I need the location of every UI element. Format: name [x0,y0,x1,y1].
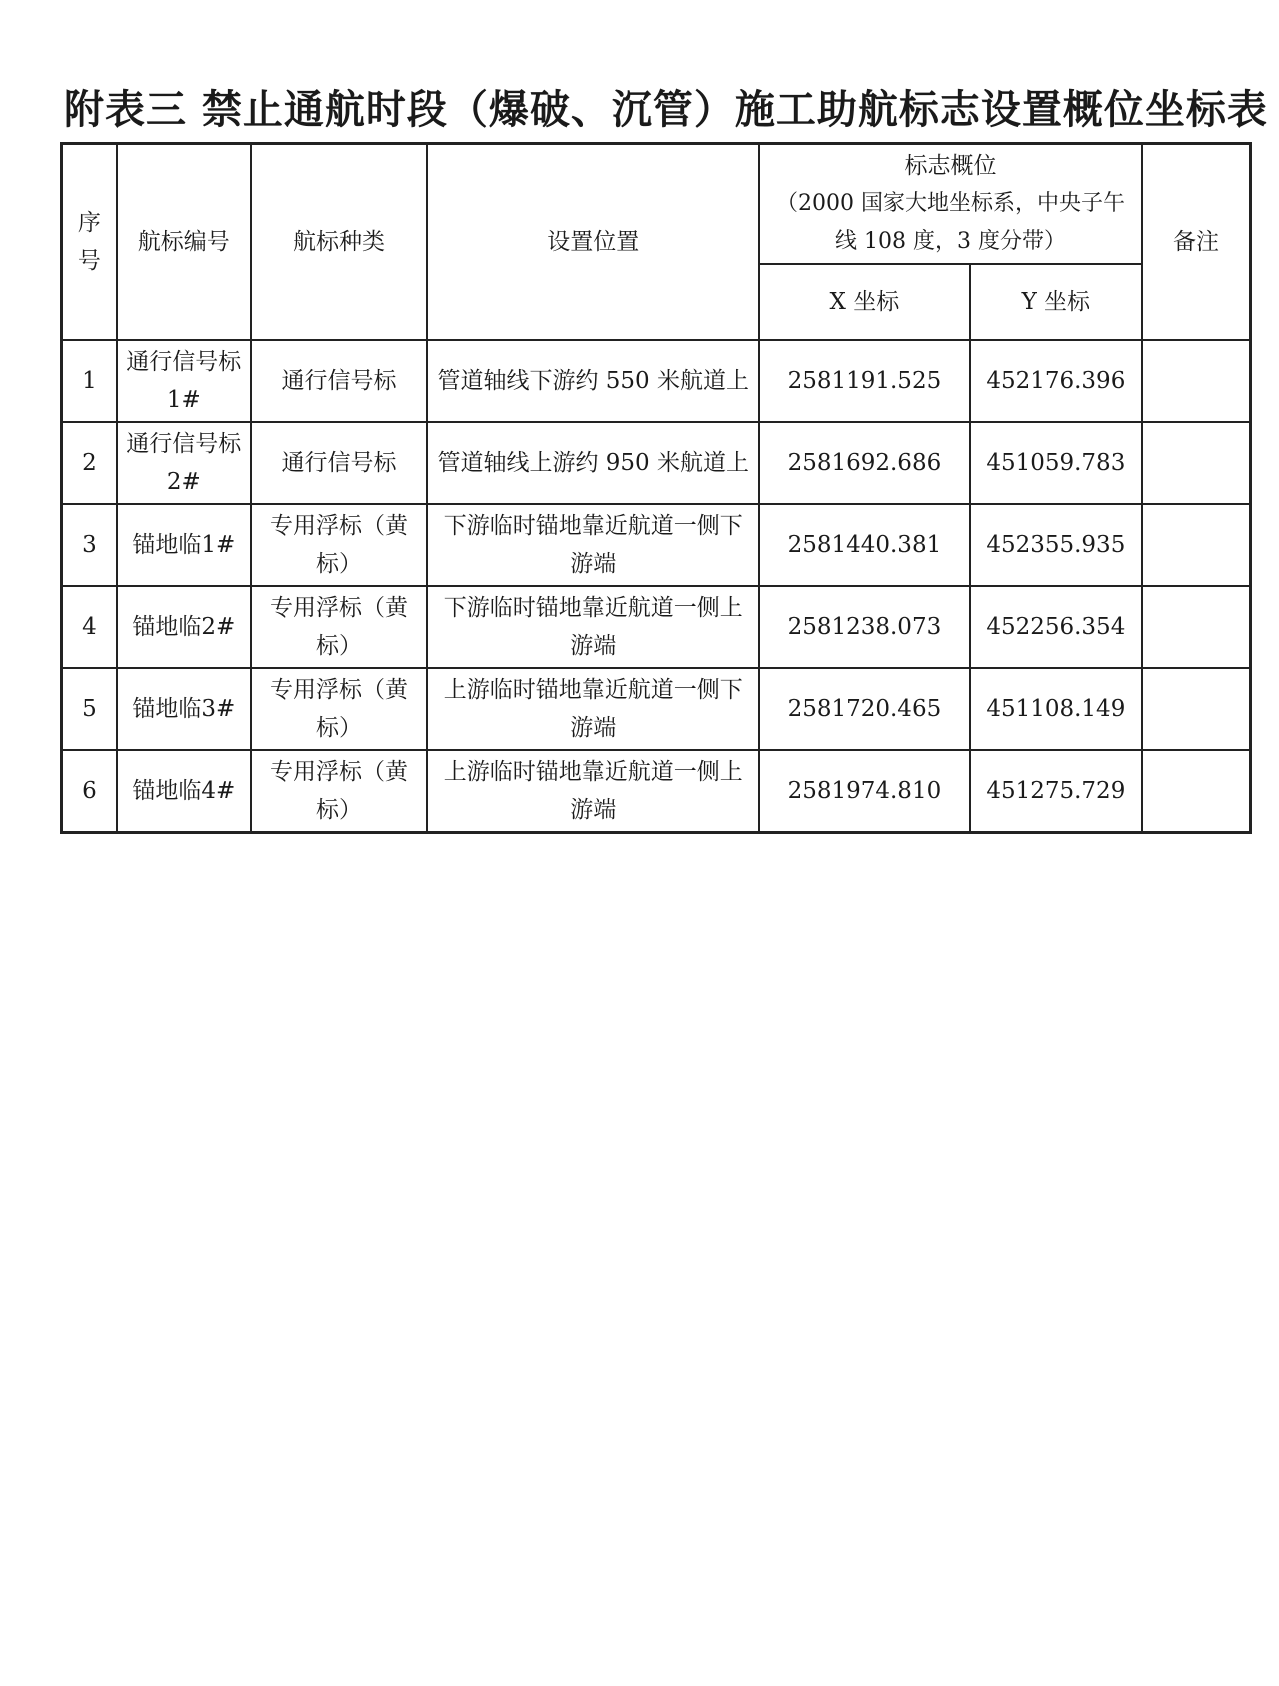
cell-type: 专用浮标（黄标） [251,668,428,750]
cell-y: 451275.729 [970,750,1142,833]
cell-location: 上游临时锚地靠近航道一侧上游端 [427,750,759,833]
header-coord-title: 标志概位 [904,153,997,179]
cell-seq: 3 [62,504,117,586]
header-location: 设置位置 [427,144,759,341]
cell-x: 2581440.381 [759,504,970,586]
cell-seq: 6 [62,750,117,833]
header-seq: 序号 [62,144,117,341]
header-coord-position [759,144,1142,265]
cell-remark [1142,340,1251,422]
cell-location: 管道轴线下游约 550 米航道上 [427,340,759,422]
cell-x: 2581692.686 [759,422,970,504]
cell-y: 452256.354 [970,586,1142,668]
header-row [62,144,1251,265]
cell-seq: 2 [62,422,117,504]
table-row [62,340,1251,422]
header-code: 航标编号 [117,144,251,341]
cell-code: 锚地临1# [117,504,251,586]
cell-x: 2581191.525 [759,340,970,422]
table-row [62,750,1251,833]
cell-remark [1142,422,1251,504]
cell-type: 专用浮标（黄标） [251,750,428,833]
cell-location: 下游临时锚地靠近航道一侧下游端 [427,504,759,586]
cell-type: 专用浮标（黄标） [251,586,428,668]
cell-code: 锚地临3# [117,668,251,750]
cell-remark [1142,750,1251,833]
coordinate-table [60,142,1252,834]
cell-y: 451108.149 [970,668,1142,750]
cell-remark [1142,586,1251,668]
table-row [62,504,1251,586]
cell-location: 管道轴线上游约 950 米航道上 [427,422,759,504]
cell-y: 451059.783 [970,422,1142,504]
cell-code: 通行信号标 1# [117,340,251,422]
cell-remark [1142,504,1251,586]
cell-x: 2581238.073 [759,586,970,668]
cell-type: 通行信号标 [251,422,428,504]
header-y: Y 坐标 [970,264,1142,340]
header-remark: 备注 [1142,144,1251,341]
cell-code: 锚地临4# [117,750,251,833]
cell-seq: 1 [62,340,117,422]
cell-code: 通行信号标 2# [117,422,251,504]
cell-type: 专用浮标（黄标） [251,504,428,586]
table-row [62,668,1251,750]
cell-remark [1142,668,1251,750]
cell-x: 2581720.465 [759,668,970,750]
cell-location: 上游临时锚地靠近航道一侧下游端 [427,668,759,750]
page-title: 附表三 禁止通航时段（爆破、沉管）施工助航标志设置概位坐标表 [64,87,1268,133]
cell-x: 2581974.810 [759,750,970,833]
header-coord-system: （2000 国家大地坐标系，中央子午线 108 度，3 度分带） [776,191,1126,254]
cell-seq: 4 [62,586,117,668]
header-type: 航标种类 [251,144,428,341]
cell-location: 下游临时锚地靠近航道一侧上游端 [427,586,759,668]
cell-type: 通行信号标 [251,340,428,422]
cell-code: 锚地临2# [117,586,251,668]
cell-y: 452176.396 [970,340,1142,422]
cell-seq: 5 [62,668,117,750]
cell-y: 452355.935 [970,504,1142,586]
header-x: X 坐标 [759,264,970,340]
table-row [62,422,1251,504]
table-row [62,586,1251,668]
